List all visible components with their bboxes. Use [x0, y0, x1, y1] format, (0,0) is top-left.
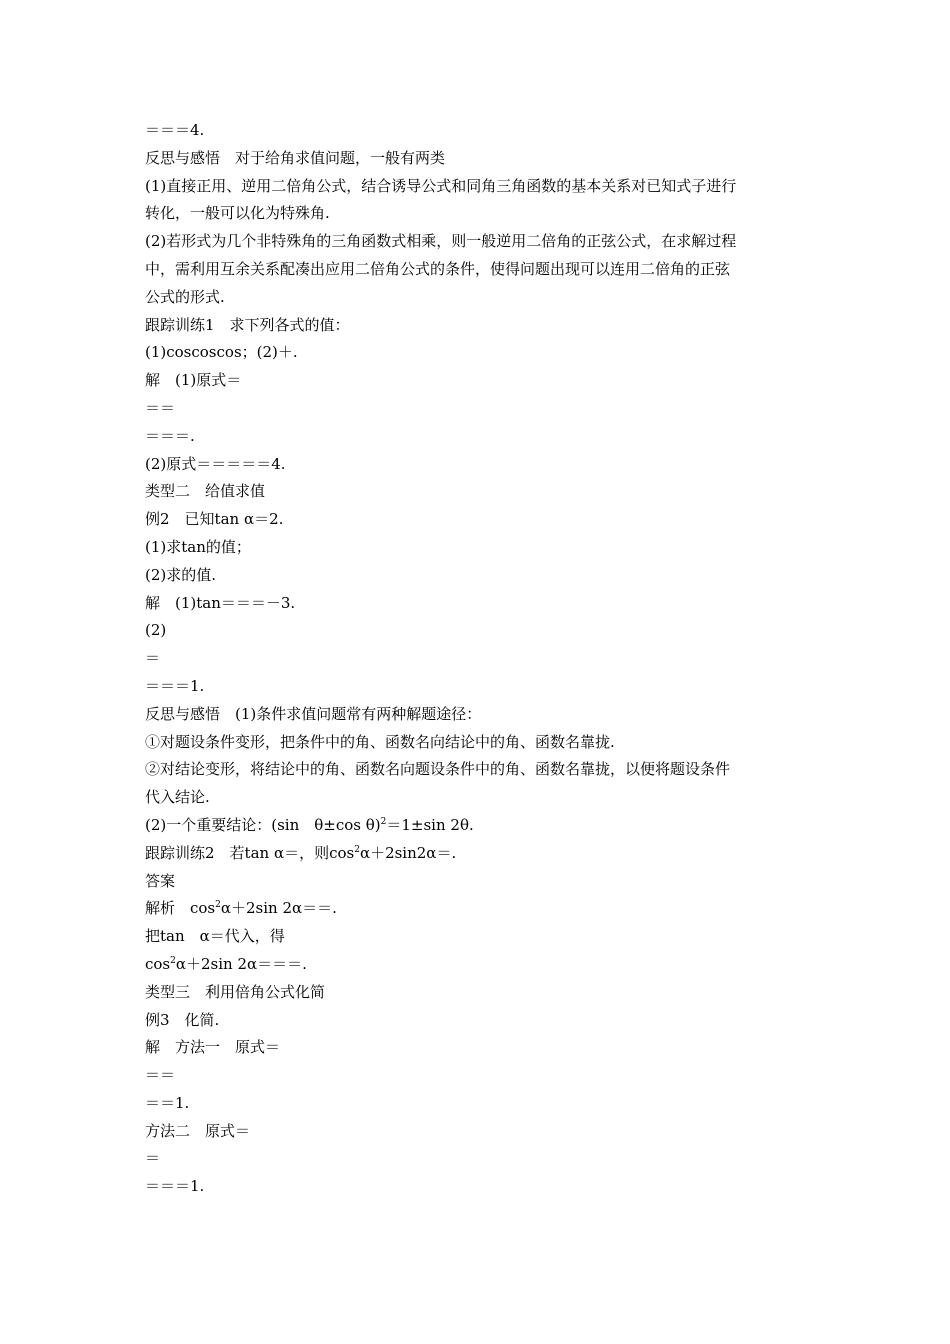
text-line: ＝＝ [145, 398, 176, 417]
text-segment: α＋2sin 2α＝＝. [220, 899, 337, 918]
solution-line: 解 (1)tan＝＝＝－3. [145, 593, 296, 612]
text-line: (1)coscoscos；(2)＋. [145, 343, 298, 362]
text-line: (2)求的值. [145, 565, 217, 584]
reflection-heading: 反思与感悟 对于给角求值问题，一般有两类 [145, 148, 446, 167]
text-line: (2) [145, 621, 167, 640]
text-line: 中，需利用互余关系配凑出应用二倍角公式的条件，使得问题出现可以连用二倍角的正弦 [145, 259, 731, 278]
superscript: 2 [215, 900, 221, 911]
text-line: (2)原式＝＝＝＝＝4. [145, 454, 286, 473]
text-line: ＝＝＝1. [145, 676, 205, 695]
text-line: (1)直接正用、逆用二倍角公式，结合诱导公式和同角三角函数的基本关系对已知式子进行 [145, 176, 737, 195]
text-line: ②对结论变形，将结论中的角、函数名向题设条件中的角、函数名靠拢，以便将题设条件 [145, 760, 731, 779]
text-line: ＝＝＝1. [145, 1177, 205, 1196]
text-line: 方法二 原式＝ [145, 1121, 251, 1140]
text-line: ＝＝ [145, 1066, 176, 1085]
superscript: 2 [170, 955, 176, 966]
text-segment: ＝1±sin 2θ. [386, 815, 474, 834]
text-segment: cos [145, 954, 171, 973]
section-heading: 类型二 给值求值 [145, 482, 266, 501]
text-line: ＝＝＝. [145, 426, 195, 445]
section-heading: 类型三 利用倍角公式化简 [145, 982, 326, 1001]
superscript: 2 [354, 844, 360, 855]
reflection-heading: 反思与感悟 (1)条件求值问题常有两种解题途径： [145, 704, 482, 723]
text-line [145, 951, 810, 979]
text-segment: 跟踪训练2 若tan α＝，则cos [145, 843, 355, 862]
text-line: ①对题设条件变形，把条件中的角、函数名向结论中的角、函数名靠拢. [145, 732, 615, 751]
document-body [145, 117, 810, 1201]
answer-label: 答案 [145, 871, 176, 890]
text-line [145, 812, 810, 840]
text-line: 转化，一般可以化为特殊角. [145, 204, 330, 223]
text-segment: α＋2sin2α＝. [359, 843, 457, 862]
text-line: 代入结论. [145, 788, 210, 807]
text-line: ＝＝＝4. [145, 121, 205, 139]
example-heading: 例3 化简. [145, 1010, 220, 1029]
text-line: (2)若形式为几个非特殊角的三角函数式相乘，则一般逆用二倍角的正弦公式，在求解过程 [145, 232, 737, 251]
analysis-line [145, 895, 810, 923]
text-line: (1)求tan的值； [145, 537, 251, 556]
example-heading: 例2 已知tan α＝2. [145, 510, 284, 529]
solution-line: 解 (1)原式＝ [145, 371, 242, 390]
text-line: 公式的形式. [145, 287, 225, 306]
exercise-heading: 跟踪训练1 求下列各式的值： [145, 315, 350, 334]
exercise-heading [145, 840, 810, 868]
text-line: ＝ [145, 1149, 161, 1168]
text-line: ＝＝1. [145, 1093, 190, 1112]
text-line: 把tan α＝代入，得 [145, 927, 285, 946]
text-segment: α＋2sin 2α＝＝＝. [175, 954, 307, 973]
solution-line: 解 方法一 原式＝ [145, 1038, 281, 1057]
text-segment: 解析 cos [145, 899, 216, 918]
text-line: ＝ [145, 649, 161, 668]
text-segment: (2)一个重要结论：(sin θ±cos θ) [145, 815, 381, 834]
superscript: 2 [380, 816, 387, 827]
